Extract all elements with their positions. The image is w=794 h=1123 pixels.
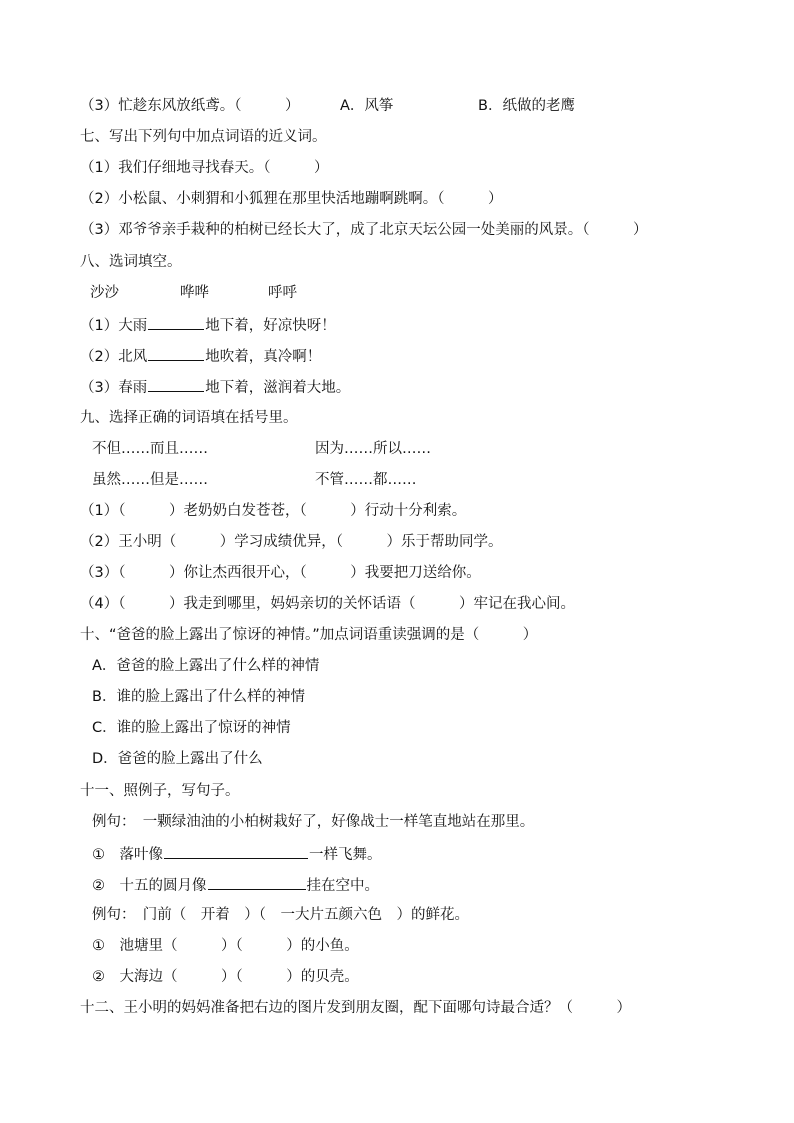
q9-word-2: 因为……所以…… [315,441,431,457]
q10-option-a: A．爸爸的脸上露出了什么样的神情 [92,658,320,674]
q11-item-1-pre: ① 落叶像 [92,847,163,863]
q6-item-3-text: 忙趁东风放纸鸢。（ ） [118,98,300,114]
q12-heading: 十二、王小明的妈妈准备把右边的图片发到朋友圈，配下面哪句诗最合适？（ ） [80,1000,631,1016]
q10-option-c: C．谁的脸上露出了惊讶的神情 [92,720,291,736]
q9-item-2: （2）王小明（ ）学习成绩优异，（ ）乐于帮助同学。 [80,534,503,550]
q11-item-1 [92,843,382,865]
q8-item-2 [80,345,321,367]
q8-word-3: 呼呼 [268,285,297,301]
q9-item-4: （4）（ ）我走到哪里，妈妈亲切的关怀话语（ ）牢记在我心间。 [80,596,575,612]
q9-item-3: （3）（ ）你让杰西很开心，（ ）我要把刀送给你。 [80,565,481,581]
q10-option-d: D．爸爸的脸上露出了什么 [92,751,263,767]
q10-heading: 十、“爸爸的脸上露出了惊讶的神情。”加点词语重读强调的是（ ） [80,627,538,643]
q8-item-2-blank[interactable] [148,345,204,361]
q11-item-2-post: 挂在空中。 [306,878,379,894]
q11-heading: 十一、照例子，写句子。 [80,783,240,799]
q8-item-1-pre: （1）大雨 [80,318,148,334]
q9-word-4: 不管……都…… [315,472,417,488]
q8-item-3-blank[interactable] [148,376,204,392]
q6-option-a: A．风筝 [340,98,394,114]
q8-item-2-post: 地吹着，真冷啊！ [205,349,322,365]
q8-word-2: 哗哗 [180,285,209,301]
q6-item-3-num: （3） [80,98,119,114]
q11-item-4: ② 大海边（ ）（ ）的贝壳。 [92,969,359,985]
q8-heading: 八、选词填空。 [80,254,182,270]
q9-heading: 九、选择正确的词语填在括号里。 [80,410,298,426]
q8-item-1 [80,314,336,336]
q7-item-1: （1）我们仔细地寻找春天。（ ） [80,160,329,176]
q8-word-1: 沙沙 [90,285,119,301]
q9-word-3: 虽然……但是…… [92,472,208,488]
q7-heading: 七、写出下列句中加点词语的近义词。 [80,129,327,145]
q8-item-3 [80,376,350,398]
q11-item-2 [92,874,379,896]
q7-item-2: （2）小松鼠、小刺猬和小狐狸在那里快活地蹦啊跳啊。（ ） [80,191,503,207]
q8-item-1-post: 地下着，好凉快呀！ [205,318,336,334]
q11-item-3: ① 池塘里（ ）（ ）的小鱼。 [92,938,359,954]
q6-item-3 [80,96,299,116]
q11-example-2: 例句： 门前（ 开着 ）（ 一大片五颜六色 ）的鲜花。 [92,907,469,923]
q11-item-1-blank[interactable] [164,843,308,859]
q6-option-b: B．纸做的老鹰 [478,98,575,114]
q11-item-1-post: 一样飞舞。 [309,847,382,863]
q11-item-2-pre: ② 十五的圆月像 [92,878,207,894]
q11-item-2-blank[interactable] [208,874,306,890]
q7-item-3: （3）邓爷爷亲手栽种的柏树已经长大了，成了北京天坛公园一处美丽的风景。（ ） [80,222,648,238]
q11-example-1: 例句： 一颗绿油油的小柏树栽好了，好像战士一样笔直地站在那里。 [92,814,535,830]
q10-option-b: B．谁的脸上露出了什么样的神情 [92,689,305,705]
q8-item-2-pre: （2）北风 [80,349,148,365]
q8-item-1-blank[interactable] [148,314,204,330]
q8-item-3-post: 地下着，滋润着大地。 [205,380,351,396]
q9-word-1: 不但……而且…… [92,441,208,457]
q8-item-3-pre: （3）春雨 [80,380,148,396]
q9-item-1: （1）（ ）老奶奶白发苍苍，（ ）行动十分利索。 [80,503,467,519]
